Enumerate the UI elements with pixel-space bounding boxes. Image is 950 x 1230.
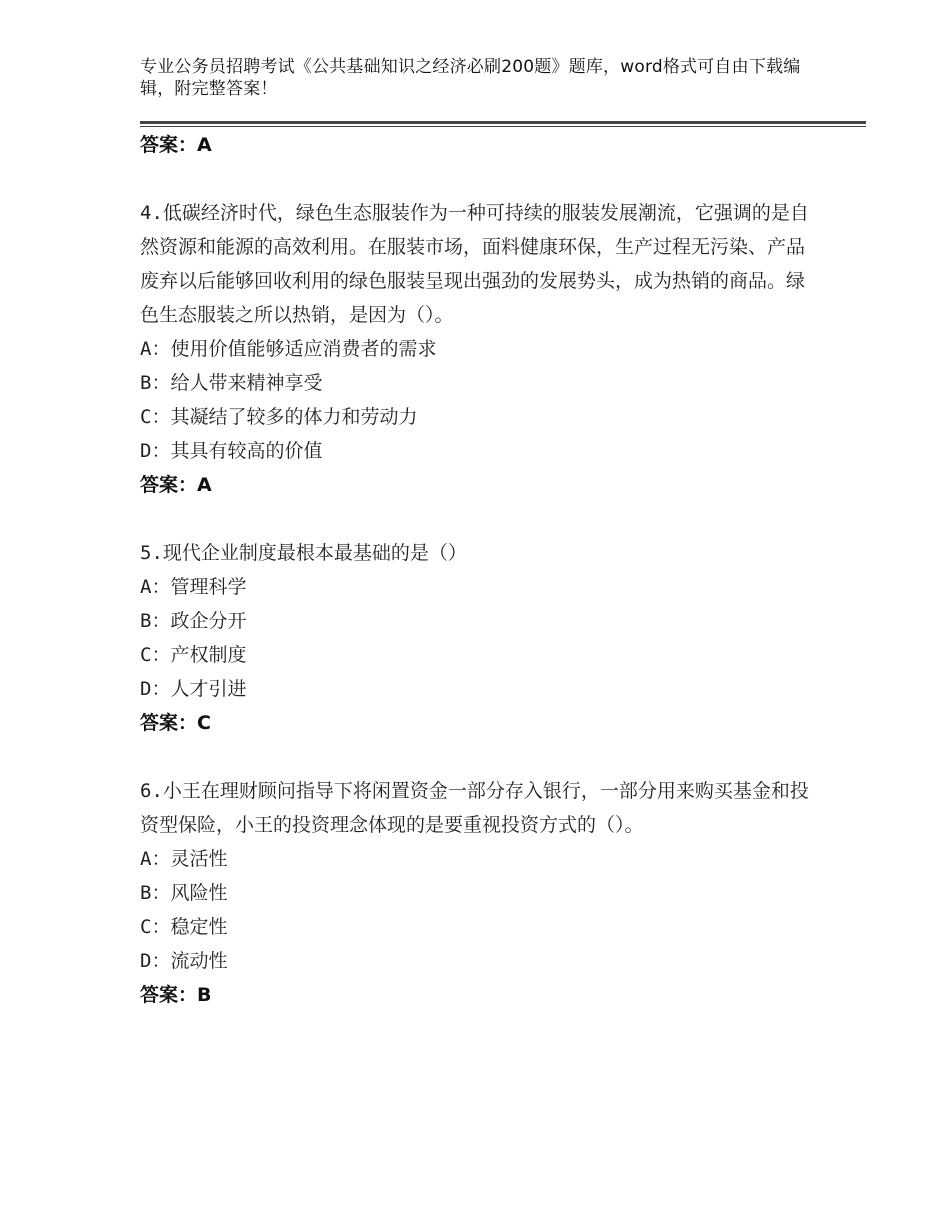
question-6: [140, 774, 820, 1012]
question-text: 6.小王在理财顾问指导下将闲置资金一部分存入银行，一部分用来购买基金和投资型保险，小王的投资理念体现的是要重视投资方式的（）。: [140, 780, 809, 836]
document-header: 专业公务员招聘考试《公共基础知识之经济必刷200题》题库，word格式可自由下载编辑，附完整答案！: [140, 57, 801, 99]
header-rule-thick: [140, 121, 866, 124]
option-c: C：产权制度: [140, 644, 247, 666]
answer-line: 答案：C: [140, 712, 211, 734]
question-5: [140, 536, 820, 740]
question-text: 5.现代企业制度最根本最基础的是（）: [140, 542, 467, 564]
option-d: D：其具有较高的价值: [140, 440, 323, 462]
option-b: B：政企分开: [140, 610, 247, 632]
question-4: [140, 196, 820, 502]
option-a: A：管理科学: [140, 576, 247, 598]
option-d: D：流动性: [140, 950, 228, 972]
option-c: C：稳定性: [140, 916, 228, 938]
header-rule-thin: [140, 126, 866, 127]
option-b: B：风险性: [140, 882, 228, 904]
question-text: 4.低碳经济时代，绿色生态服装作为一种可持续的服装发展潮流，它强调的是自然资源和能源的高效利用。在服装市场，面料健康环保，生产过程无污染、产品废弃以后能够回收利用的绿色服装呈现出强劲的发展势头，成为热销的商品。绿色生态服装之所以热销，是因为（）。: [140, 202, 809, 326]
option-a: A：灵活性: [140, 848, 228, 870]
answer-line: 答案：B: [140, 984, 212, 1006]
option-d: D：人才引进: [140, 678, 247, 700]
answer-line: 答案：A: [140, 134, 212, 156]
option-c: C：其凝结了较多的体力和劳动力: [140, 406, 418, 428]
option-b: B：给人带来精神享受: [140, 372, 323, 394]
answer-line: 答案：A: [140, 474, 212, 496]
option-a: A：使用价值能够适应消费者的需求: [140, 338, 437, 360]
document-body: [140, 128, 820, 1012]
